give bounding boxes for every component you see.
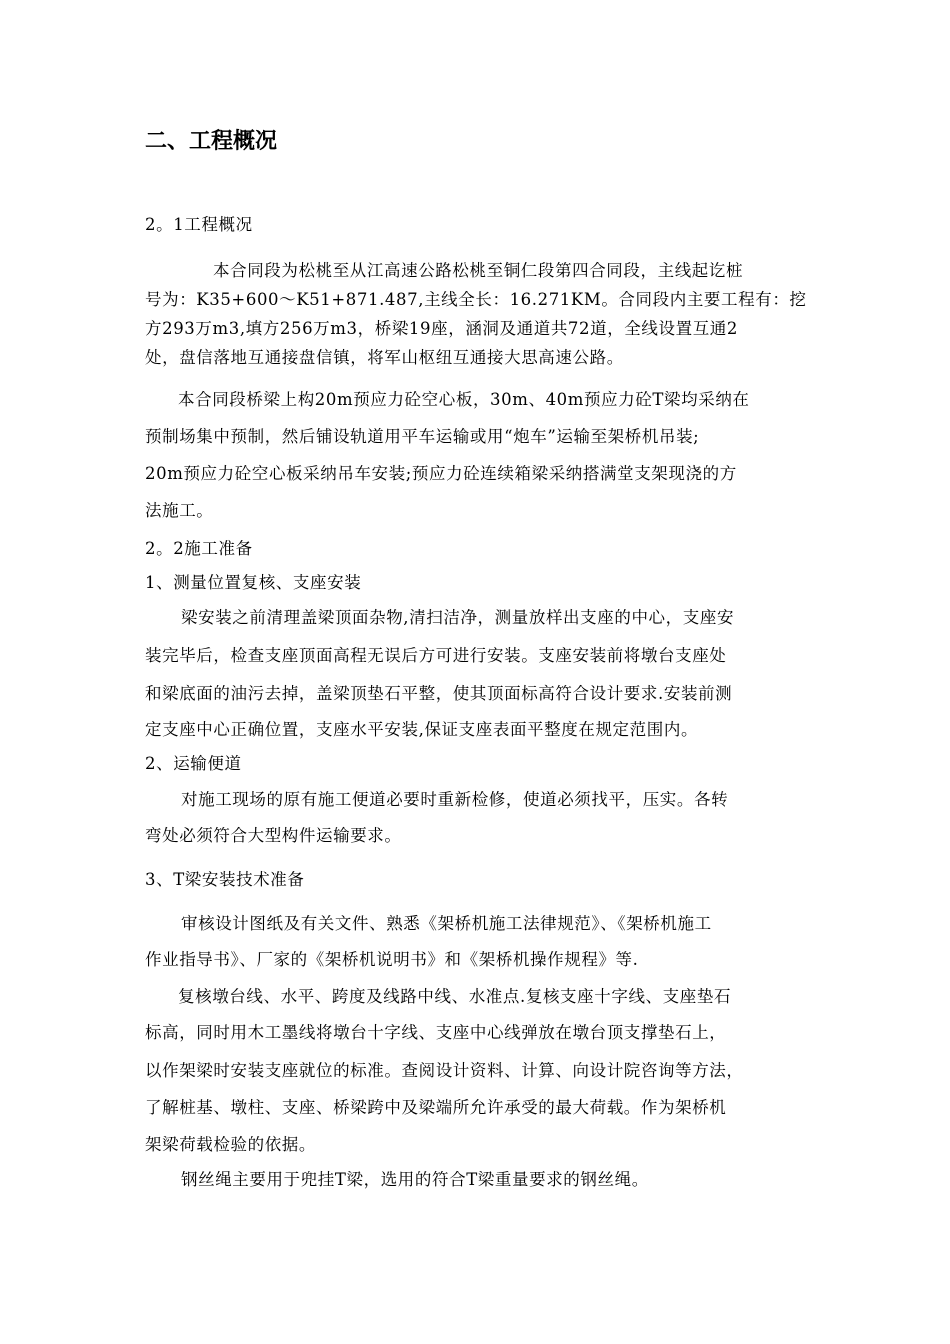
text-line: 弯处必须符合大型构件运输要求。 [145, 826, 402, 845]
text-line: 以作架梁时安装支座就位的标准。查阅设计资料、计算、向设计院咨询等方法， [145, 1061, 744, 1080]
text-line: 预制场集中预制，然后铺设轨道用平车运输或用“炮车”运输至架桥机吊装; [145, 427, 700, 446]
text-line: 审核设计图纸及有关文件、熟悉《架桥机施工法律规范》、《架桥机施工 [181, 914, 712, 933]
text-line: 和梁底面的油污去掉，盖梁顶垫石平整，使其顶面标高符合设计要求.安装前测 [145, 684, 733, 703]
item-2-title: 2、运输便道 [145, 754, 242, 773]
text-line: 标高，同时用木工墨线将墩台十字线、支座中心线弹放在墩台顶支撑垫石上， [145, 1023, 727, 1042]
text-line: 了解桩基、墩柱、支座、桥梁跨中及梁端所允许承受的最大荷载。作为架桥机 [145, 1098, 727, 1117]
text-line: 定支座中心正确位置，支座水平安装,保证支座表面平整度在规定范围内。 [145, 720, 699, 739]
text-line: 装完毕后，检查支座顶面高程无误后方可进行安装。支座安装前将墩台支座处 [145, 646, 727, 665]
text-line: 架梁荷载检验的依据。 [145, 1135, 316, 1154]
text-line: 本合同段桥梁上构20m预应力砼空心板，30m、40m预应力砼T梁均采纳在 [178, 390, 750, 409]
section-2-1-title: 2。1工程概况 [145, 215, 253, 234]
text-line: 法施工。 [145, 501, 214, 520]
chapter-heading: 二、工程概况 [145, 129, 278, 154]
text-line: 对施工现场的原有施工便道必要时重新检修，使道必须找平，压实。各转 [181, 790, 729, 809]
text-line: 梁安装之前清理盖梁顶面杂物,清扫洁净，测量放样出支座的中心，支座安 [181, 608, 735, 627]
text-line: 本合同段为松桃至从江高速公路松桃至铜仁段第四合同段，主线起讫桩 [213, 261, 744, 280]
text-line: 方293万m3,填方256万m3，桥梁19座，涵洞及通道共72道，全线设置互通2 [145, 319, 739, 338]
item-1-title: 1、测量位置复核、支座安装 [145, 573, 362, 592]
item-3-title: 3、T梁安装技术准备 [145, 870, 305, 889]
text-line: 作业指导书》、厂家的《架桥机说明书》和《架桥机操作规程》等. [145, 950, 639, 969]
text-line: 处，盘信落地互通接盘信镇，将军山枢纽互通接大思高速公路。 [145, 348, 624, 367]
text-line: 复核墩台线、水平、跨度及线路中线、水准点.复核支座十字线、支座垫石 [178, 987, 732, 1006]
text-line: 20m预应力砼空心板采纳吊车安装;预应力砼连续箱梁采纳搭满堂支架现浇的方 [145, 464, 737, 483]
section-2-2-title: 2。2施工准备 [145, 539, 253, 558]
text-line: 号为：K35+600～K51+871.487,主线全长：16.271KM。合同段内主要工程有：挖 [145, 290, 807, 309]
text-line: 钢丝绳主要用于兜挂T梁，选用的符合T梁重量要求的钢丝绳。 [181, 1170, 649, 1189]
